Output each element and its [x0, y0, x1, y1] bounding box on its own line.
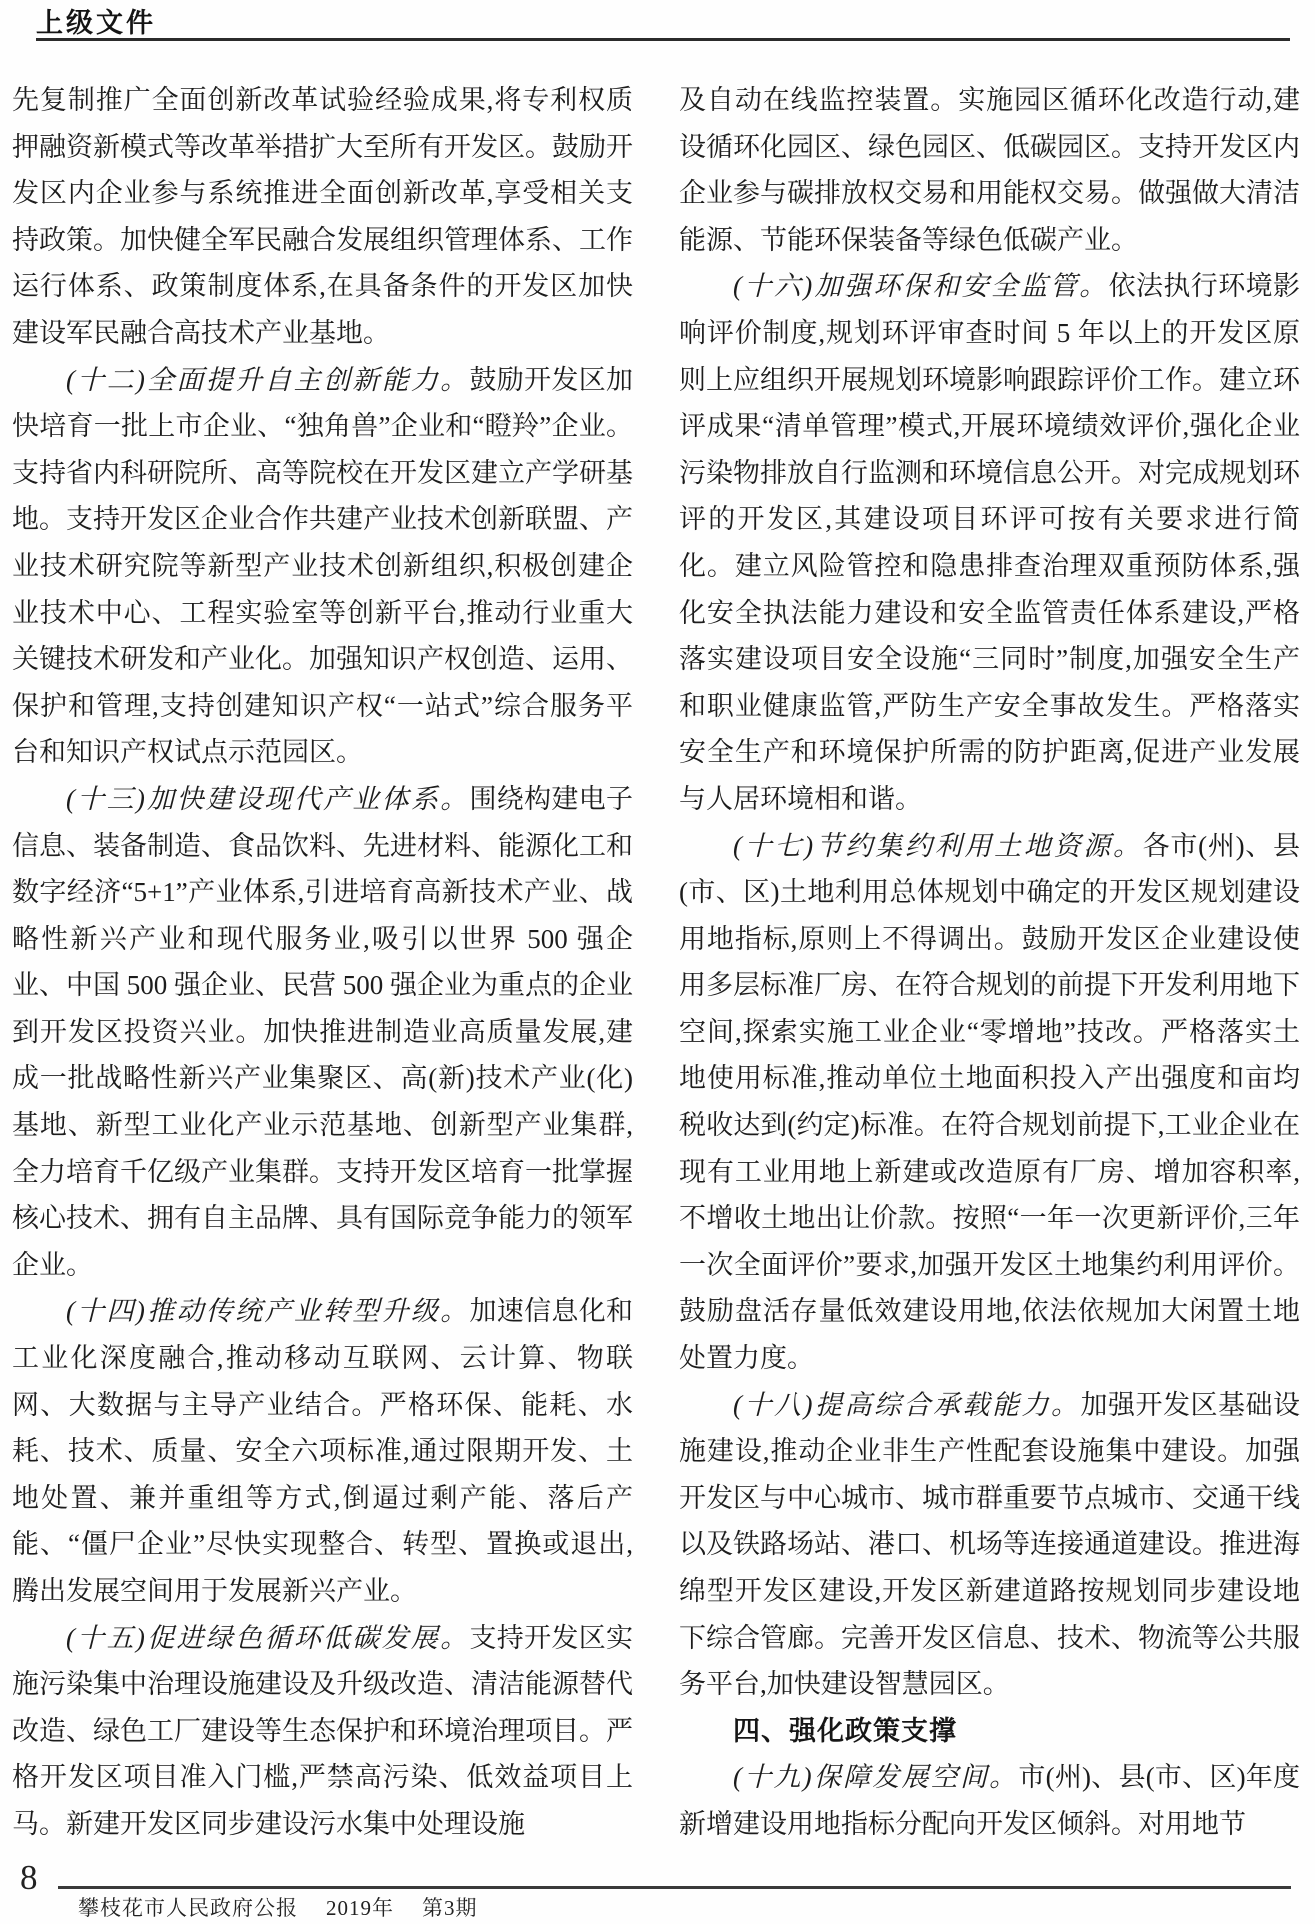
page-footer [78, 1892, 506, 1922]
paragraph [679, 77, 1300, 263]
clause-heading: (十九)保障发展空间。 [733, 1762, 1019, 1793]
paragraph-text: 市(州)、县(市、区)年度新增建设用地指标分配向开发区倾斜。对用地节 [679, 1762, 1301, 1839]
paragraph-text: 先复制推广全面创新改革试验经验成果,将专利权质押融资新模式等改革举措扩大至所有开发区。鼓励开发区内企业参与系统推进全面创新改革,享受相关支持政策。加快健全军民融合发展组织管理体系、工作运行体系、政策制度体系,在具备条件的开发区加快建设军民融合高技术产业基地。 [12, 85, 633, 348]
section-heading: 四、强化政策支撑 [733, 1715, 957, 1746]
paragraph [679, 263, 1300, 822]
paragraph-text: 各市(州)、县(市、区)土地利用总体规划中确定的开发区规划建设用地指标,原则上不得调出。鼓励开发区企业建设使用多层标准厂房、在符合规划的前提下开发利用地下空间,探索实施工业企业“零增地”技改。严格落实土地使用标准,推动单位土地面积投入产出强度和亩均税收达到(约定)标准。在符合规划前提下,工业企业在现有工业用地上新建或改造原有厂房、增加容积率,不增收土地出让价款。按照“一年一次更新评价,三年一次全面评价”要求,加强开发区土地集约利用评价。鼓励盘活存量低效建设用地,依法依规加大闲置土地处置力度。 [679, 830, 1300, 1374]
paragraph [12, 77, 633, 357]
left-column [12, 77, 633, 1848]
clause-heading: (十二)全面提升自主创新能力。 [66, 364, 470, 395]
paragraph [679, 823, 1300, 1382]
clause-heading: (十四)推动传统产业转型升级。 [66, 1296, 470, 1327]
clause-heading: (十八)提高综合承载能力。 [733, 1389, 1081, 1420]
paragraph [12, 357, 633, 776]
paragraph-text: 围绕构建电子信息、装备制造、食品饮料、先进材料、能源化工和数字经济“5+1”产业体系,引进培育高新技术产业、战略性新兴产业和现代服务业,吸引以世界 500 强企业、中国 500 强企业、民营 500 强企业为重点的企业到开发区投资兴业。加快推进制造业高质量发展,建成一批战略性新兴产业集聚区、高(新)技术产业(化)基地、新型工业化产业示范基地、创新型产业集群,全力培育千亿级产业集群。支持开发区培育一批掌握核心技术、拥有自主品牌、具有国际竞争能力的领军企业。 [12, 783, 634, 1280]
paragraph [679, 1382, 1300, 1708]
clause-heading: (十七)节约集约利用土地资源。 [733, 830, 1143, 861]
clause-heading: (十六)加强环保和安全监管。 [733, 271, 1109, 302]
paragraph [12, 1288, 633, 1614]
paragraph-text: 依法执行环境影响评价制度,规划环评审查时间 5 年以上的开发区原则上应组织开展规划环境影响跟踪评价工作。建立环评成果“清单管理”模式,开展环境绩效评价,强化企业污染物排放自行监测和环境信息公开。对完成规划环评的开发区,其建设项目环评可按有关要求进行简化。建立风险管控和隐患排查治理双重预防体系,强化安全执法能力建设和安全监管责任体系建设,严格落实建设项目安全设施“三同时”制度,加强安全生产和职业健康监管,严防生产安全事故发生。严格落实安全生产和环境保护所需的防护距离,促进产业发展与人居环境相和谐。 [679, 271, 1300, 814]
paragraph-text: 鼓励开发区加快培育一批上市企业、“独角兽”企业和“瞪羚”企业。支持省内科研院所、高等院校在开发区建立产学研基地。支持开发区企业合作共建产业技术创新联盟、产业技术研究院等新型产业技术创新组织,积极创建企业技术中心、工程实验室等创新平台,推动行业重大关键技术研发和产业化。加强知识产权创造、运用、保护和管理,支持创建知识产权“一站式”综合服务平台和知识产权试点示范园区。 [12, 364, 634, 768]
footer-journal-name: 攀枝花市人民政府公报 [78, 1896, 298, 1920]
paragraph-text: 支持开发区实施污染集中治理设施建设及升级改造、清洁能源替代改造、绿色工厂建设等生态保护和环境治理项目。严格开发区项目准入门槛,严禁高污染、低效益项目上马。新建开发区同步建设污水集中处理设施 [12, 1622, 634, 1839]
footer-year: 2019年 [326, 1896, 394, 1920]
footer-rule [58, 1886, 1291, 1889]
right-column [679, 77, 1300, 1848]
paragraph [679, 1754, 1300, 1847]
footer-issue: 第3期 [422, 1896, 478, 1920]
clause-heading: (十五)促进绿色循环低碳发展。 [66, 1622, 470, 1653]
page-title: 上级文件 [36, 8, 156, 38]
paragraph-text: 加速信息化和工业化深度融合,推动移动互联网、云计算、物联网、大数据与主导产业结合。严格环保、能耗、水耗、技术、质量、安全六项标准,通过限期开发、土地处置、兼并重组等方式,倒逼过剩产能、落后产能、“僵尸企业”尽快实现整合、转型、置换或退出,腾出发展空间用于发展新兴产业。 [12, 1296, 634, 1606]
page-number: 8 [20, 1858, 38, 1897]
clause-heading: (十三)加快建设现代产业体系。 [66, 783, 470, 814]
header-rule [36, 38, 1290, 41]
paragraph [12, 776, 633, 1289]
paragraph-text: 及自动在线监控装置。实施园区循环化改造行动,建设循环化园区、绿色园区、低碳园区。支持开发区内企业参与碳排放权交易和用能权交易。做强做大清洁能源、节能环保装备等绿色低碳产业。 [679, 85, 1300, 255]
paragraph-text: 加强开发区基础设施建设,推动企业非生产性配套设施集中建设。加强开发区与中心城市、城市群重要节点城市、交通干线以及铁路场站、港口、机场等连接通道建设。推进海绵型开发区建设,开发区新建道路按规划同步建设地下综合管廊。完善开发区信息、技术、物流等公共服务平台,加快建设智慧园区。 [679, 1389, 1301, 1700]
two-column-body [12, 77, 1303, 1848]
paragraph [12, 1615, 633, 1848]
